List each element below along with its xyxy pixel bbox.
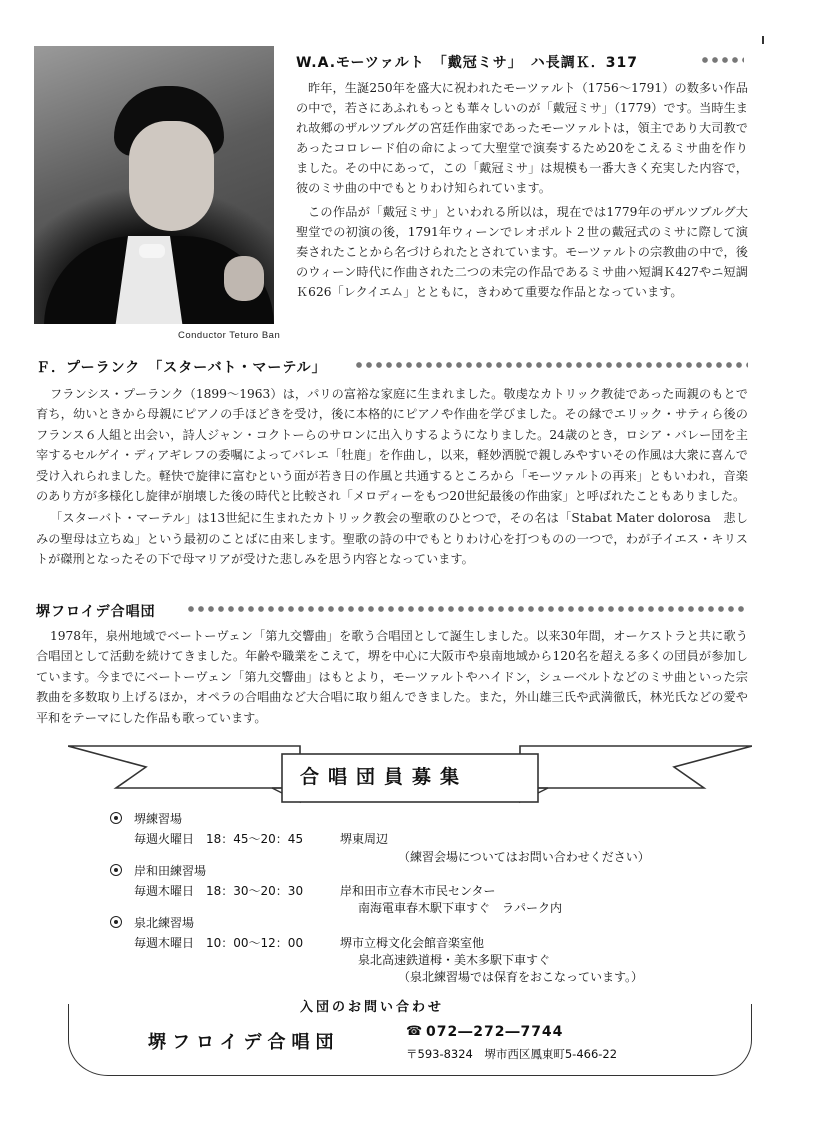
photo-hand [224,256,264,301]
contact-org: 堺フロイデ合唱団 [148,1032,340,1053]
choir-body [36,626,748,728]
ribbon-left-tail [68,746,300,788]
photo-face [129,121,214,231]
venue-note: 南海電車春木駅下車すぐ ラパーク内 [358,901,563,915]
venue-schedule: 毎週火曜日 18：45～20：45 [134,832,304,846]
recruit-title: 合唱団員募集 [300,766,469,788]
heading-dots [700,57,744,63]
phone-icon: ☎ [406,1024,423,1039]
mozart-paragraph: この作品が「戴冠ミサ」といわれる所以は，現在では1779年のザルツブルグ大聖堂での初演の後，1791年ウィーンでレオポルト２世の戴冠式のミサに際して演奏されたことから名づけられたとされています。モーツァルトの宗教曲の中で，後のウィーン時代に作曲された二つの未完の作品であるミサ曲ハ短調Ｋ427やニ短調Ｋ626「レクイエム」とともに，きわめて重要な作品となっています。 [296,205,748,299]
venue-schedule: 毎週木曜日 10：00～12：00 [134,936,304,950]
poulenc-body [36,384,748,570]
bullet-icon [110,812,122,824]
venue-schedule: 毎週木曜日 18：30～20：30 [134,884,304,898]
corner-mark [762,36,764,44]
photo-bowtie [139,244,165,258]
poulenc-paragraph: フランシス・プーランク（1899～1963）は，パリの富裕な家庭に生まれました。敬虔なカトリック教徒であった両親のもとで育ち，幼いときから母親にピアノの手ほどきを受け，後に本格的にピアノや作曲を学びました。その縁でエリック・サティら後のフランス６人組と出会い，詩人ジャン・コクトーらのサロンに出入りするようになりました。24歳のとき，ロシア・バレー団を主宰するセルゲイ・ディアギレフの委嘱によってバレエ「牡鹿」を作曲し，以来，軽妙洒脱で親しみやすいその作風は大衆に喜んで受け入れられました。軽快で旋律に富むという面が若き日の作風と共通するところから「モーツァルトの再来」ともいわれ，音楽のあり方が多様化し旋律が崩壊した後の時代と比較され「メロディーをもつ20世紀最後の作曲家」と呼ばれたこともありました。 [36,387,748,504]
venue-place: 堺市立栂文化会館音楽室他 [340,936,485,950]
venue-name: 堺練習場 [134,812,183,826]
conductor-photo [34,46,274,324]
contact-address: 〒593-8324 堺市西区鳳東町5-466-22 [406,1047,618,1061]
venue-place: 堺東周辺 [340,832,389,846]
venue-place: 岸和田市立春木市民センター [340,884,496,898]
mozart-body [296,78,748,302]
mozart-paragraph: 昨年，生誕250年を盛大に祝われたモーツァルト（1756～1791）の数多い作品の中で，若さにあふれもっとも華々しいのが「戴冠ミサ」（1779）です。当時生まれ故郷のザルツブルグの宮廷作曲家であったモーツァルトは，領主であり大司教であったコロレード伯の命によって大聖堂で演奏するため20をこえるミサ曲を作りました。その中にあって，この「戴冠ミサ」は規模も一番大きく充実した内容で，彼のミサ曲の中でもとりわけ知られています。 [296,81,748,195]
choir-heading: 堺フロイデ合唱団 [36,604,156,620]
contact-label: 入団のお問い合わせ [300,1000,445,1015]
venue-note: 泉北高速鉄道栂・美木多駅下車すぐ [358,953,551,967]
venue-name: 泉北練習場 [134,916,195,930]
mozart-heading: W.A.モーツァルト 「戴冠ミサ」 ハ長調Ｋ．317 [296,55,638,71]
poulenc-heading: Ｆ．プーランク 「スターバト・マーテル」 [36,360,327,376]
heading-dots [186,606,748,612]
poulenc-paragraph: 「スターバト・マーテル」は13世紀に生まれたカトリック教会の聖歌のひとつで，その名は「Stabat Mater dolorosa 悲しみの聖母は立ちぬ」という最初のことばに由来します。聖歌の詩の中でもとりわけ心を打つものの一つで，わが子イエス・キリストが磔刑となったその下で母マリアが受けた悲しみを思う内容となっています。 [36,511,748,567]
venue-note: （練習会場についてはお問い合わせください） [398,850,650,864]
photo-caption: Conductor Teturo Ban [178,330,281,341]
choir-paragraph: 1978年，泉州地域でベートーヴェン「第九交響曲」を歌う合唱団として誕生しました。以来30年間，オーケストラと共に歌う合唱団として活動を続けてきました。年齢や職業をこえて，堺を中心に大阪市や泉南地域から120名を超える多くの団員が参加しています。今までにベートーヴェン「第九交響曲」はもとより，モーツァルトやハイドン，シューベルトなどのミサ曲といった宗教曲を多数取り上げるほか，オペラの合唱曲など大合唱に取り組んできました。また，外山雄三氏や武満徹氏，林光氏などの愛や平和をテーマにした作品も歌っています。 [36,629,748,725]
bullet-icon [110,916,122,928]
heading-dots [354,362,748,368]
contact-phone: 072―272―7744 [426,1024,564,1040]
ribbon-right-tail [520,746,752,788]
venue-note: （泉北練習場では保育をおこなっています。） [398,970,644,984]
bullet-icon [110,864,122,876]
venue-name: 岸和田練習場 [134,864,207,878]
